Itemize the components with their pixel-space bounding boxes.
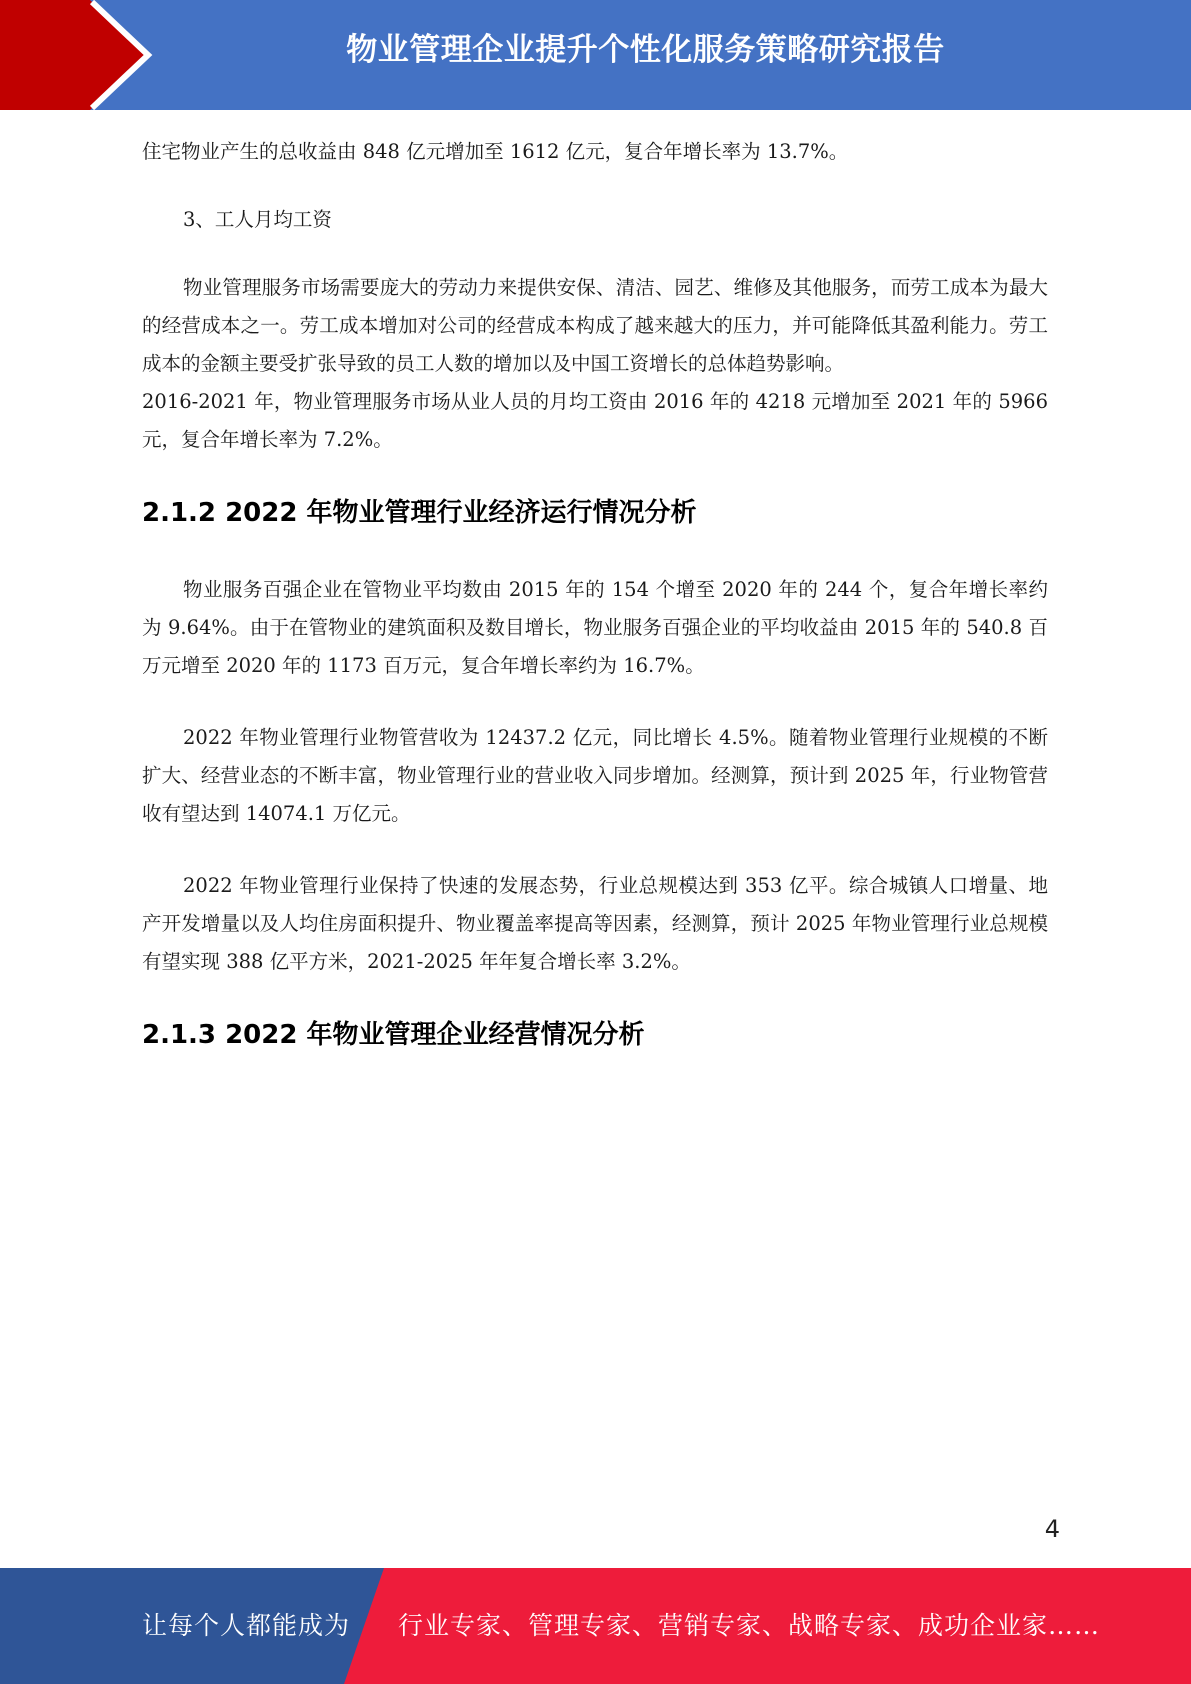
footer-slogan-left: 让每个人都能成为 xyxy=(142,1611,351,1640)
section-heading-2-1-2: 2.1.2 2022 年物业管理行业经济运行情况分析 xyxy=(142,498,697,528)
paragraph-wage-growth: 2016-2021 年，物业管理服务市场从业人员的月均工资由 2016 年的 4218 元增加至 2021 年的 5966 元，复合年增长率为 7.2%。 xyxy=(142,390,1048,451)
paragraph-top100-enterprises: 物业服务百强企业在管物业平均数由 2015 年的 154 个增至 2020 年的 244 个，复合年增长率约为 9.64%。由于在管物业的建筑面积及数目增长，物业服务百强企业的平均收益由 2015 年的 540.8 百万元增至 2020 年的 1173 百万元，复合年增长率约为 16.7%。 xyxy=(142,578,1048,677)
paragraph-industry-revenue: 2022 年物业管理行业物管营收为 12437.2 亿元，同比增长 4.5%。随着物业管理行业规模的不断扩大、经营业态的不断丰富，物业管理行业的营业收入同步增加。经测算，预计到 2025 年，行业物管营收有望达到 14074.1 万亿元。 xyxy=(142,726,1048,825)
footer-banner xyxy=(0,1568,1191,1684)
section-heading-2-1-3: 2.1.3 2022 年物业管理企业经营情况分析 xyxy=(142,1020,645,1050)
paragraph-industry-scale: 2022 年物业管理行业保持了快速的发展态势，行业总规模达到 353 亿平。综合城镇人口增量、地产开发增量以及人均住房面积提升、物业覆盖率提高等因素，经测算，预计 2025 年物业管理行业总规模有望实现 388 亿平方米，2021-2025 年年复合增长率 3.2%。 xyxy=(142,874,1048,973)
page-content xyxy=(142,133,1048,1055)
footer-slogan-right: 行业专家、管理专家、营销专家、战略专家、成功企业家…… xyxy=(398,1611,1101,1640)
header-arrow-decoration xyxy=(0,0,160,110)
paragraph-labor-cost: 物业管理服务市场需要庞大的劳动力来提供安保、清洁、园艺、维修及其他服务，而劳工成本为最大的经营成本之一。劳工成本增加对公司的经营成本构成了越来越大的压力，并可能降低其盈利能力。劳工成本的金额主要受扩张导致的员工人数的增加以及中国工资增长的总体趋势影响。 xyxy=(142,276,1048,375)
header-banner xyxy=(0,0,1191,110)
item-worker-wage: 3、工人月均工资 xyxy=(183,208,332,231)
page-number: 4 xyxy=(1044,1515,1060,1543)
report-title: 物业管理企业提升个性化服务策略研究报告 xyxy=(346,32,945,68)
paragraph-residential-revenue: 住宅物业产生的总收益由 848 亿元增加至 1612 亿元，复合年增长率为 13.7%。 xyxy=(142,140,849,163)
